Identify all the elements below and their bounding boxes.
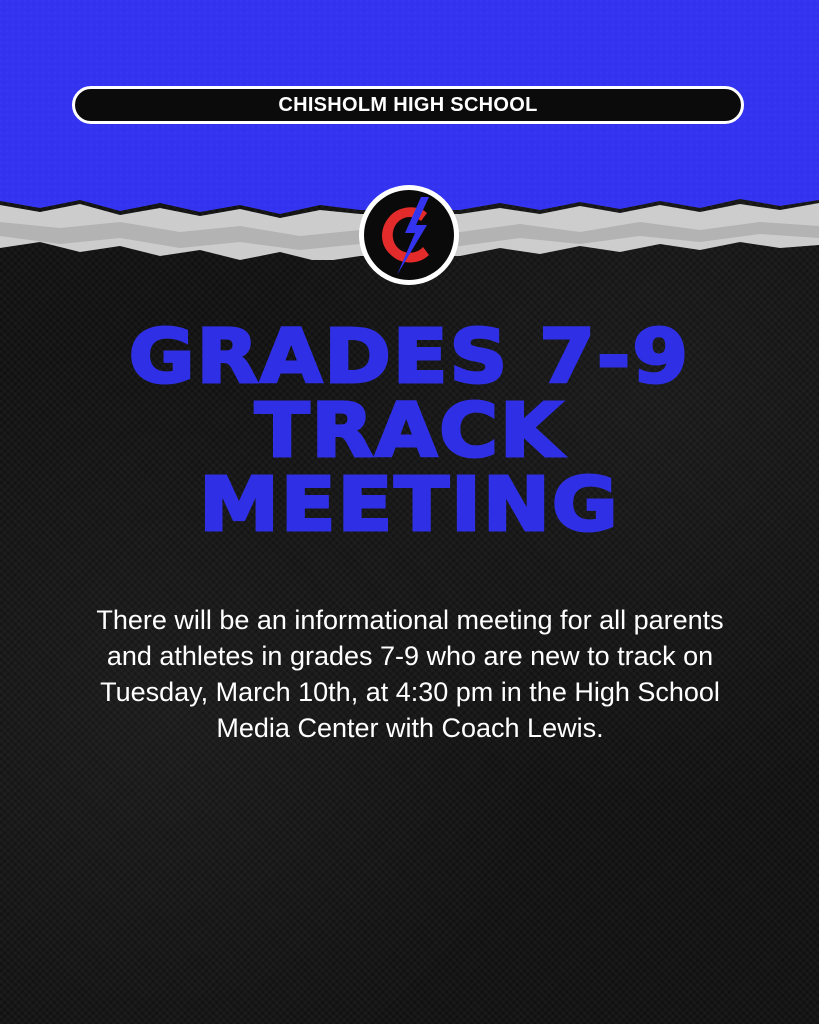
event-description: There will be an informational meeting for all parents and athletes in grades 7-9 who are new to track on Tuesday, March 10th, at 4:30 pm in the High School Media Center with Coach Lewis. [96, 605, 724, 743]
school-name: CHISHOLM HIGH SCHOOL [278, 93, 538, 116]
headline-line-grades: GRADES 7-9 [128, 314, 691, 400]
headline-line-meeting: MEETING [199, 462, 620, 548]
school-name-banner [72, 86, 744, 124]
event-headline [0, 314, 819, 548]
headline-line-track: TRACK [254, 388, 565, 474]
chisholm-c-lightning-logo-icon [357, 183, 461, 287]
